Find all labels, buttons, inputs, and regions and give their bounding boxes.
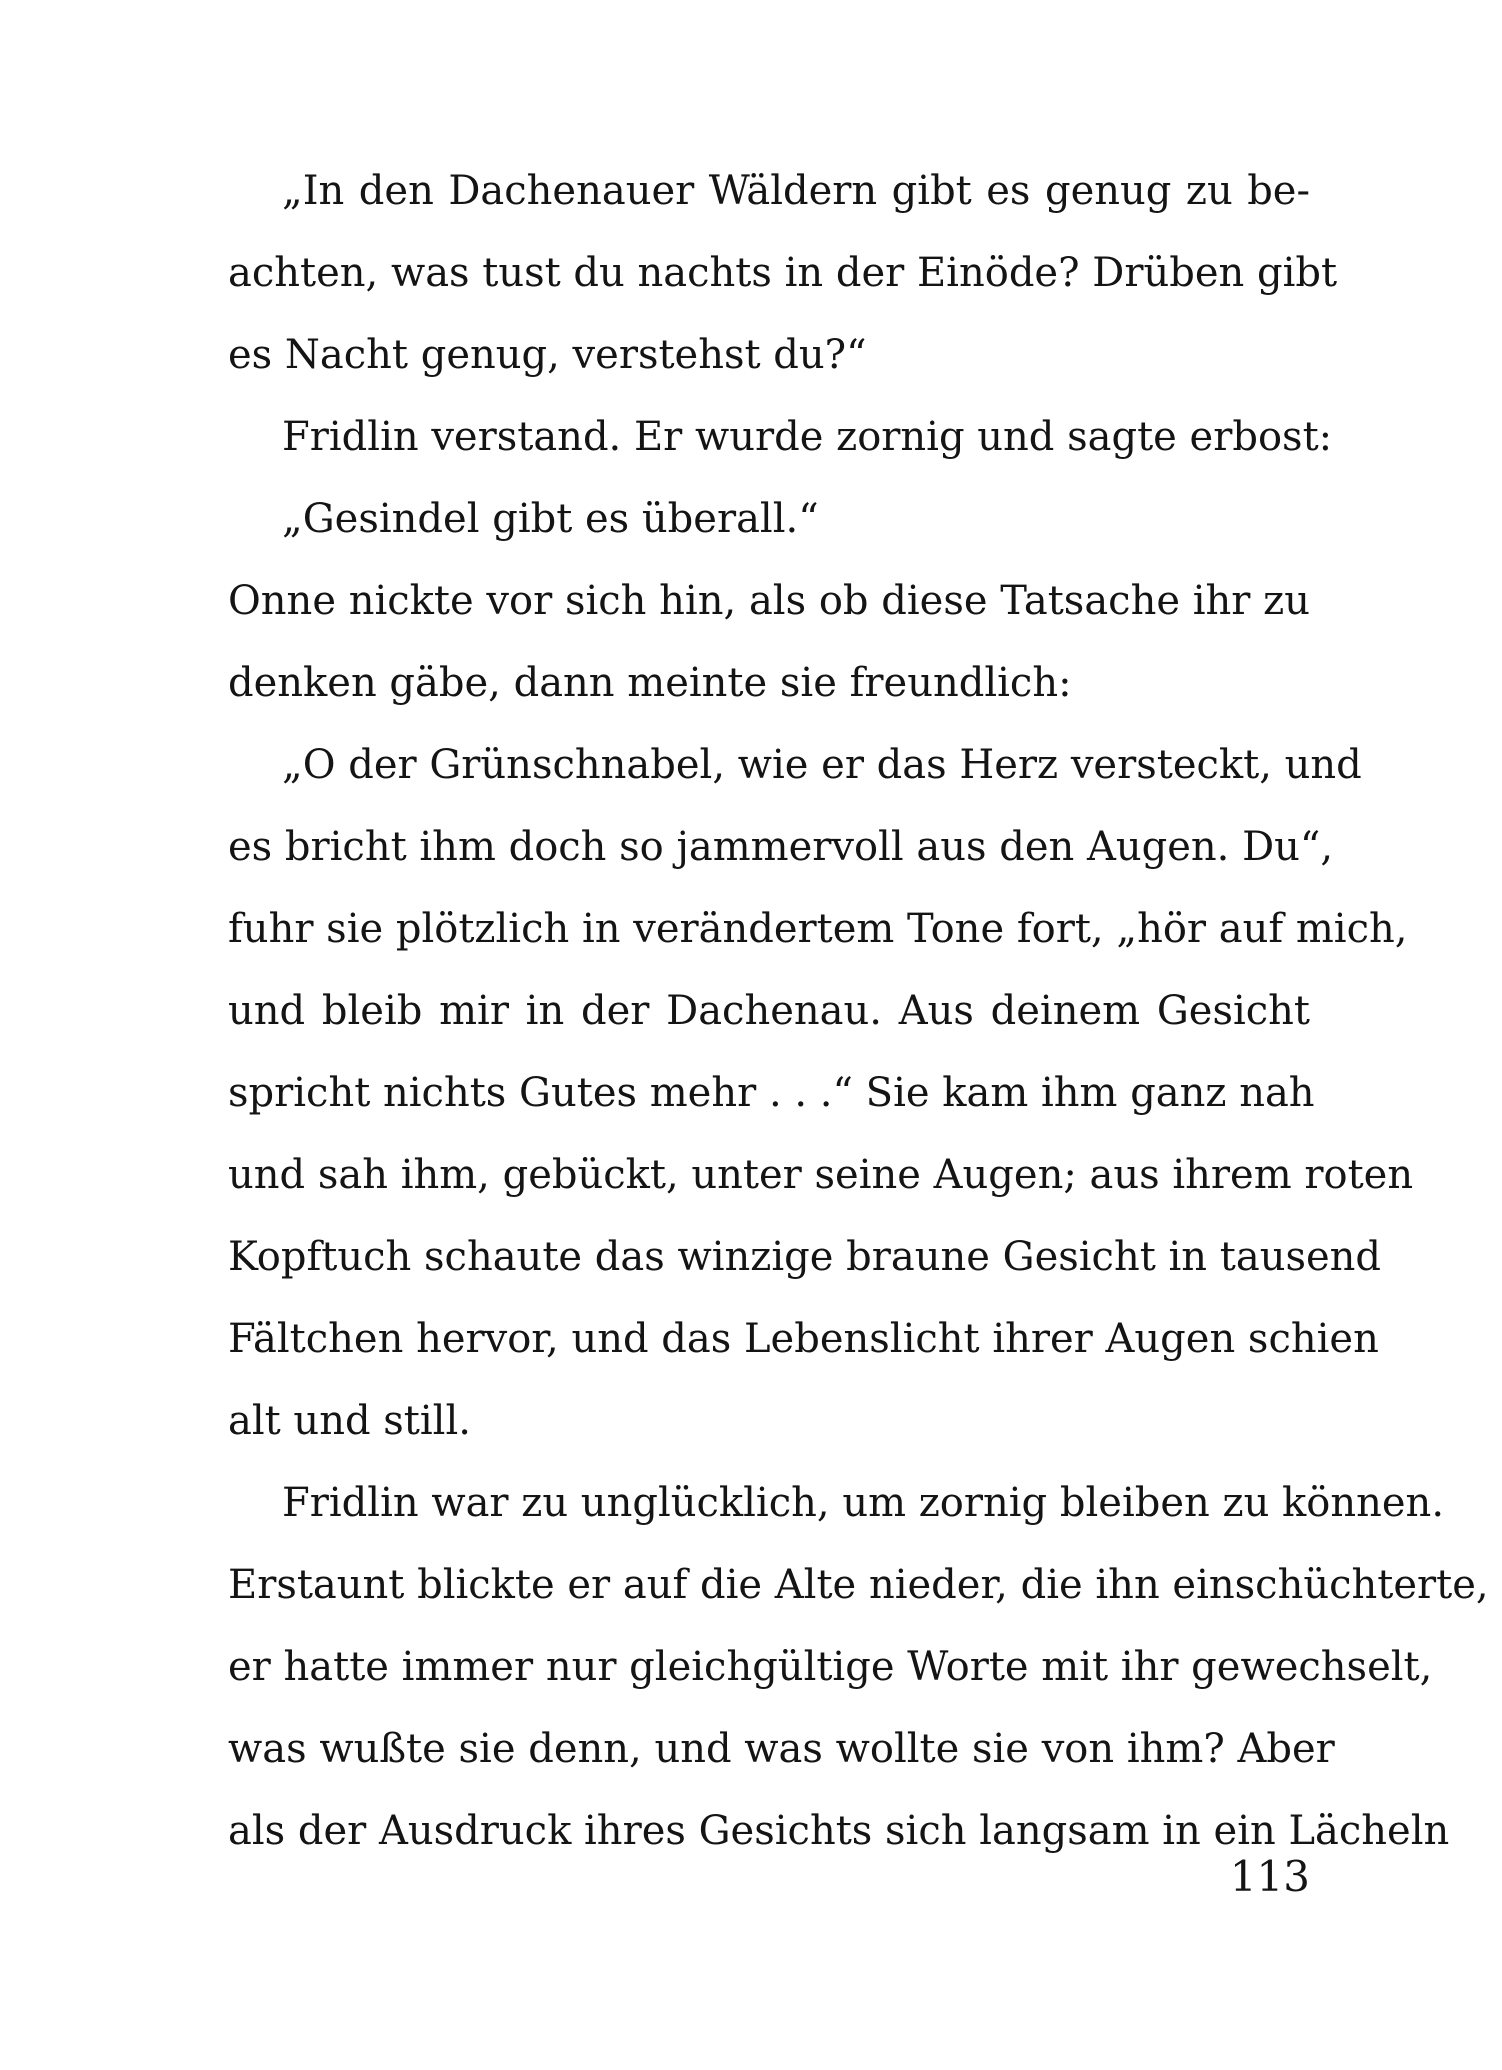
text-line: achten, was tust du nachts in der Einöde? Drüben gibt xyxy=(228,250,1338,296)
page-number: 113 xyxy=(1229,1852,1310,1901)
text-line: er hatte immer nur gleichgültige Worte mit ihr gewechselt, xyxy=(228,1644,1433,1690)
text-line: Onne nickte vor sich hin, als ob diese Tatsache ihr zu xyxy=(228,578,1310,624)
text-line: fuhr sie plötzlich in verändertem Tone fort, „hör auf mich, xyxy=(228,906,1408,952)
text-line: „Gesindel gibt es überall.“ xyxy=(282,496,819,542)
text-line: Erstaunt blickte er auf die Alte nieder, die ihn einschüchterte, xyxy=(228,1562,1489,1608)
text-line: „In den Dachenauer Wäldern gibt es genug zu be- xyxy=(282,168,1310,214)
text-line: es bricht ihm doch so jammervoll aus den Augen. Du“, xyxy=(228,824,1334,870)
text-line: als der Ausdruck ihres Gesichts sich langsam in ein Lächeln xyxy=(228,1808,1450,1854)
text-line: Kopftuch schaute das winzige braune Gesicht in tausend xyxy=(228,1234,1382,1280)
text-line: Fältchen hervor, und das Lebenslicht ihrer Augen schien xyxy=(228,1316,1379,1362)
text-line: spricht nichts Gutes mehr . . .“ Sie kam ihm ganz nah xyxy=(228,1070,1315,1116)
text-line: und bleib mir in der Dachenau. Aus deinem Gesicht xyxy=(228,988,1310,1034)
text-line: „O der Grünschnabel, wie er das Herz versteckt, und xyxy=(282,742,1362,788)
text-line: und sah ihm, gebückt, unter seine Augen; aus ihrem roten xyxy=(228,1152,1414,1198)
text-line: es Nacht genug, verstehst du?“ xyxy=(228,332,867,378)
body-text xyxy=(228,150,1489,1872)
text-line: Fridlin war zu unglücklich, um zornig bleiben zu können. xyxy=(282,1480,1445,1526)
text-line: Fridlin verstand. Er wurde zornig und sagte erbost: xyxy=(282,414,1333,460)
text-line: denken gäbe, dann meinte sie freundlich: xyxy=(228,660,1072,706)
text-line: alt und still. xyxy=(228,1398,471,1444)
text-line: was wußte sie denn, und was wollte sie von ihm? Aber xyxy=(228,1726,1335,1772)
